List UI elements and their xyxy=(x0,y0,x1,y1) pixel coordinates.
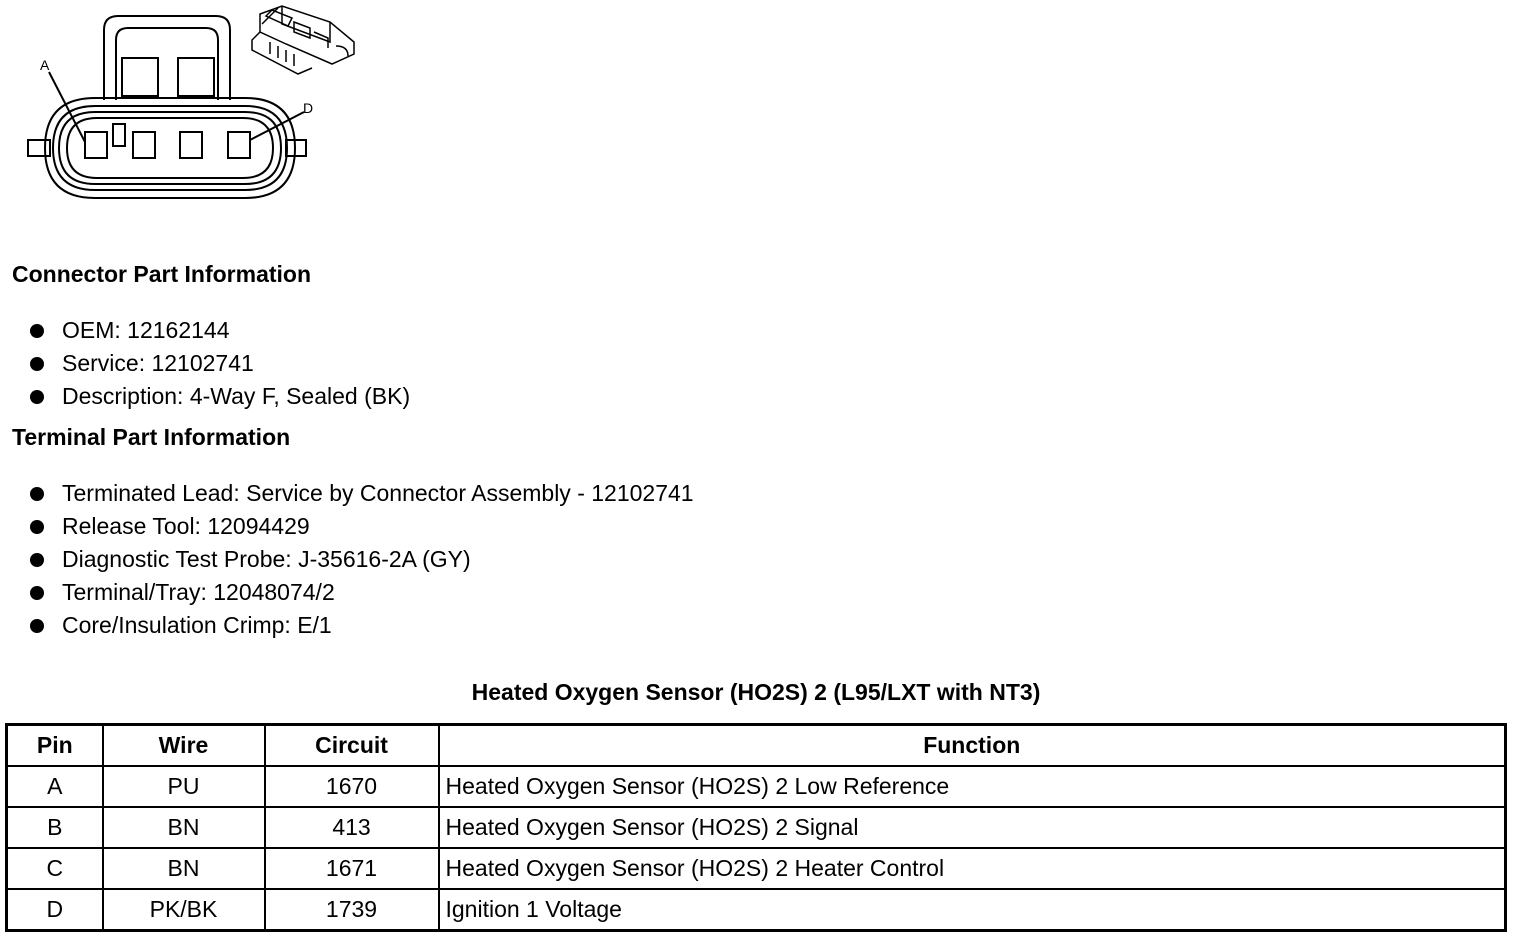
function-cell: Heated Oxygen Sensor (HO2S) 2 Low Reference xyxy=(439,766,1506,807)
circuit-cell: 1671 xyxy=(265,848,439,889)
bullet-icon xyxy=(30,357,44,371)
pin-a-label: A xyxy=(40,57,50,73)
pin-cell: D xyxy=(7,889,103,931)
terminated-lead-text: Terminated Lead: Service by Connector Assembly - 12102741 xyxy=(62,480,694,506)
circuit-cell: 1739 xyxy=(265,889,439,931)
terminal-part-info-list xyxy=(28,477,694,642)
circuit-cell: 1670 xyxy=(265,766,439,807)
bullet-icon xyxy=(30,586,44,600)
wire-column-header: Wire xyxy=(103,725,265,767)
list-item xyxy=(28,576,694,609)
pin-cell: C xyxy=(7,848,103,889)
connector-part-info-list xyxy=(28,314,410,413)
pin-d-label: D xyxy=(303,100,314,116)
release-tool-text: Release Tool: 12094429 xyxy=(62,513,310,539)
bullet-icon xyxy=(30,487,44,501)
wire-cell: PU xyxy=(103,766,265,807)
pin-table-title: Heated Oxygen Sensor (HO2S) 2 (L95/LXT with NT3) xyxy=(471,679,1041,705)
crimp-text: Core/Insulation Crimp: E/1 xyxy=(62,612,332,638)
list-item xyxy=(28,314,410,347)
bullet-icon xyxy=(30,553,44,567)
table-row xyxy=(7,766,1506,807)
terminal-tray-text: Terminal/Tray: 12048074/2 xyxy=(62,579,335,605)
connector-oem-text: OEM: 12162144 xyxy=(62,317,230,343)
function-cell: Heated Oxygen Sensor (HO2S) 2 Signal xyxy=(439,807,1506,848)
pin-table xyxy=(5,723,1507,932)
connector-description-text: Description: 4-Way F, Sealed (BK) xyxy=(62,383,411,409)
pin-column-header: Pin xyxy=(7,725,103,767)
list-item xyxy=(28,609,694,642)
list-item xyxy=(28,347,410,380)
list-item xyxy=(28,543,694,576)
list-item xyxy=(28,380,410,413)
circuit-column-header: Circuit xyxy=(265,725,439,767)
table-row xyxy=(7,889,1506,931)
table-header-row xyxy=(7,725,1506,767)
terminal-part-info-heading: Terminal Part Information xyxy=(12,424,291,450)
bullet-icon xyxy=(30,520,44,534)
connector-part-info-heading: Connector Part Information xyxy=(12,261,312,287)
function-cell: Heated Oxygen Sensor (HO2S) 2 Heater Control xyxy=(439,848,1506,889)
circuit-cell: 413 xyxy=(265,807,439,848)
list-item xyxy=(28,477,694,510)
function-column-header: Function xyxy=(439,725,1506,767)
pin-cell: B xyxy=(7,807,103,848)
pin-cell: A xyxy=(7,766,103,807)
function-cell: Ignition 1 Voltage xyxy=(439,889,1506,931)
list-item xyxy=(28,510,694,543)
bullet-icon xyxy=(30,390,44,404)
wire-cell: BN xyxy=(103,848,265,889)
wire-cell: BN xyxy=(103,807,265,848)
test-probe-text: Diagnostic Test Probe: J-35616-2A (GY) xyxy=(62,546,471,572)
connector-service-text: Service: 12102741 xyxy=(62,350,254,376)
wire-cell: PK/BK xyxy=(103,889,265,931)
bullet-icon xyxy=(30,324,44,338)
table-row xyxy=(7,807,1506,848)
connector-face-diagram xyxy=(20,0,380,215)
bullet-icon xyxy=(30,619,44,633)
table-row xyxy=(7,848,1506,889)
